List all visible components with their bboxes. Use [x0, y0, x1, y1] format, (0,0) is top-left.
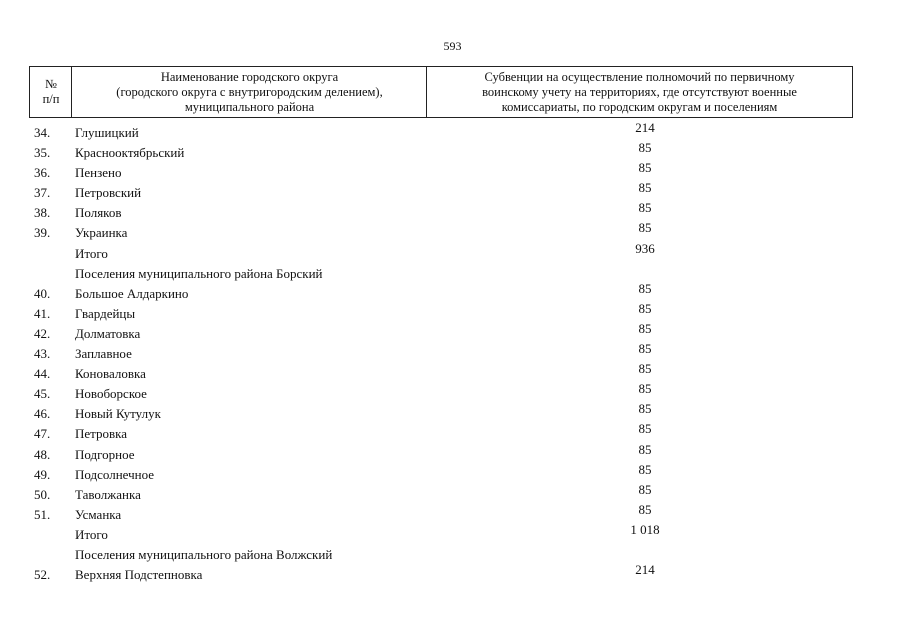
row-name: Коноваловка: [75, 366, 146, 382]
row-number: 42.: [34, 325, 51, 341]
table-row: [0, 240, 905, 264]
row-name: Гвардейцы: [75, 305, 136, 321]
row-value: 85: [638, 160, 652, 176]
row-number: 52.: [34, 567, 51, 583]
table-row: [0, 421, 905, 444]
row-value: 85: [638, 341, 652, 357]
row-number: 34.: [34, 125, 51, 140]
table-row: [0, 180, 905, 203]
table-row: [0, 280, 905, 304]
table-row: [0, 341, 905, 364]
row-number: 43.: [34, 346, 51, 362]
header-col-number: [29, 66, 72, 118]
row-name: Поселения муниципального района Волжский: [75, 546, 333, 562]
row-number: 36.: [34, 165, 51, 181]
table-row: [0, 481, 905, 505]
row-value: 85: [638, 381, 652, 397]
row-value: 214: [635, 562, 655, 578]
row-value: 85: [638, 220, 652, 236]
row-value: 85: [638, 200, 652, 216]
row-value: 85: [638, 461, 652, 477]
row-value: 85: [638, 421, 652, 437]
row-number: 51.: [34, 506, 51, 522]
row-number: 47.: [34, 426, 51, 442]
row-name: Новоборское: [75, 386, 147, 402]
row-name: Таволжанка: [75, 486, 141, 502]
table-row: [0, 441, 905, 465]
header-col-name-label: Наименование городского округа (городского округа с внутригородским делением), муниципального района: [116, 69, 383, 114]
row-number: 45.: [34, 386, 51, 402]
row-number: 46.: [34, 406, 51, 422]
table-row: [0, 521, 905, 545]
row-number: 38.: [34, 205, 51, 221]
row-number: 41.: [34, 305, 51, 321]
table-row: [0, 200, 905, 223]
row-name: Итого: [75, 526, 108, 542]
row-value: 85: [638, 140, 652, 156]
row-value: 1 018: [630, 521, 660, 537]
row-name: Петровский: [75, 185, 142, 201]
row-name: Большое Алдаркино: [75, 285, 189, 301]
row-name: Поляков: [75, 205, 122, 221]
table-row: [0, 562, 905, 585]
row-name: Пензено: [75, 165, 122, 181]
row-name: Краснооктябрьский: [75, 145, 185, 161]
table-row: [0, 361, 905, 384]
row-number: 50.: [34, 486, 51, 502]
row-name: Петровка: [75, 426, 128, 442]
row-value: 936: [635, 240, 655, 256]
row-name: Глушицкий: [75, 125, 139, 140]
table-row: [0, 264, 905, 284]
row-name: Верхняя Подстепновка: [75, 567, 203, 583]
row-number: 44.: [34, 366, 51, 382]
row-name: Долматовка: [75, 325, 141, 341]
table-row: [0, 120, 905, 143]
row-value: 85: [638, 481, 652, 497]
page-number: 593: [443, 39, 462, 53]
row-name: Итого: [75, 245, 108, 261]
row-name: Поселения муниципального района Борский: [75, 265, 323, 281]
row-name: Новый Кутулук: [75, 406, 161, 422]
row-name: Подсолнечное: [75, 466, 155, 482]
table-row: [0, 461, 905, 485]
table-row: [0, 140, 905, 163]
table-body: [0, 120, 905, 585]
row-number: 39.: [34, 225, 51, 241]
row-value: 85: [638, 441, 652, 457]
row-number: 35.: [34, 145, 51, 161]
row-name: Украинка: [75, 225, 128, 241]
row-number: 40.: [34, 285, 51, 301]
table-row: [0, 300, 905, 324]
row-value: 85: [638, 300, 652, 316]
header-col-name: [71, 66, 427, 118]
row-name: Заплавное: [75, 346, 132, 362]
header-col-value: [426, 66, 853, 118]
row-value: 85: [638, 320, 652, 336]
row-value: 85: [638, 501, 652, 517]
row-name: Усманка: [75, 506, 122, 522]
row-number: 48.: [34, 446, 51, 462]
row-value: 85: [638, 280, 652, 296]
header-col-value-label: Субвенции на осуществление полномочий по первичному воинскому учету на территориях, где отсутствуют военные комиссариаты, по городским округам и поселениям: [482, 69, 797, 114]
table-row: [0, 381, 905, 404]
row-number: 49.: [34, 466, 51, 482]
table-row: [0, 320, 905, 344]
table-row: [0, 501, 905, 525]
row-value: 85: [638, 180, 652, 196]
table-row: [0, 160, 905, 183]
table-row: [0, 220, 905, 243]
row-value: 85: [638, 361, 652, 377]
row-value: 214: [635, 120, 655, 135]
row-number: 37.: [34, 185, 51, 201]
row-value: 85: [638, 401, 652, 417]
header-col-number-label: № п/п: [42, 77, 60, 106]
table-row: [0, 401, 905, 424]
row-name: Подгорное: [75, 446, 135, 462]
table-row: [0, 545, 905, 565]
